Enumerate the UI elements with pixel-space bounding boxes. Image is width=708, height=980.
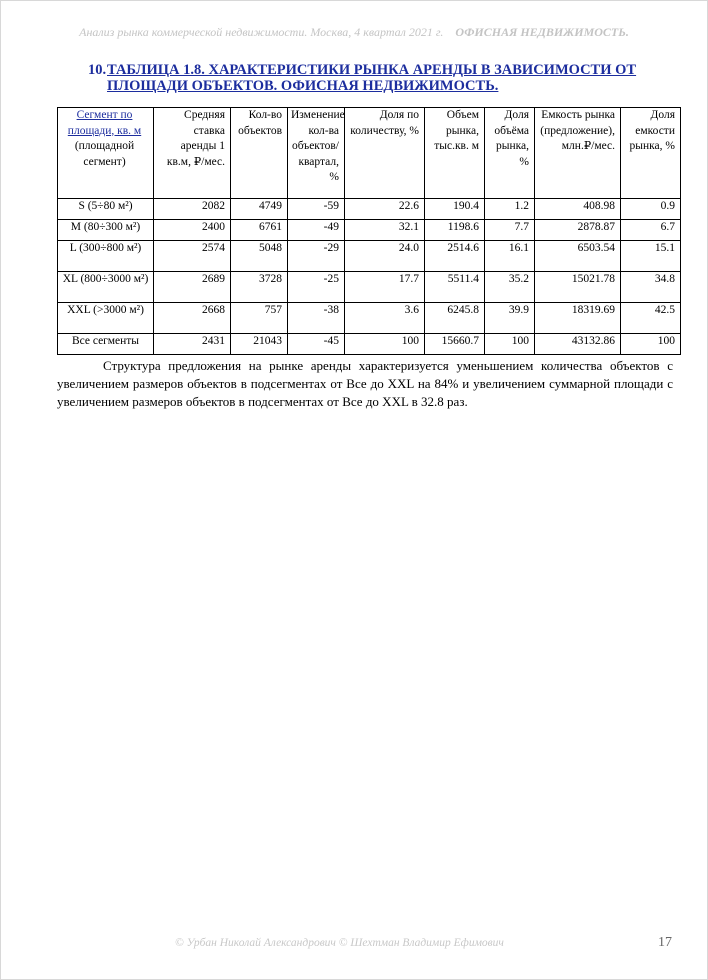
header-col: Изменение кол-ва объектов/квартал, % bbox=[288, 108, 345, 199]
cell: 100 bbox=[621, 334, 681, 355]
row-segment: S (5÷80 м²) bbox=[58, 199, 154, 220]
table-row bbox=[58, 272, 681, 303]
cell: 17.7 bbox=[345, 272, 425, 303]
cell: 6245.8 bbox=[425, 303, 485, 334]
cell: -49 bbox=[288, 220, 345, 241]
segment-sub: (площадной сегмент) bbox=[74, 140, 135, 168]
table-row bbox=[58, 220, 681, 241]
cell: -45 bbox=[288, 334, 345, 355]
copyright-footer: © Урбан Николай Александрович © Шехтман Владимир Ефимович bbox=[175, 937, 504, 949]
cell: 6761 bbox=[231, 220, 288, 241]
cell: 21043 bbox=[231, 334, 288, 355]
cell: -29 bbox=[288, 241, 345, 272]
cell: 22.6 bbox=[345, 199, 425, 220]
row-segment: XL (800÷3000 м²) bbox=[58, 272, 154, 303]
cell: 2668 bbox=[154, 303, 231, 334]
cell: 43132.86 bbox=[535, 334, 621, 355]
header-col: Объем рынка, тыс.кв. м bbox=[425, 108, 485, 199]
cell: 5048 bbox=[231, 241, 288, 272]
cell: 35.2 bbox=[485, 272, 535, 303]
summary-paragraph: Структура предложения на рынке аренды характеризуется уменьшением количества объектов с увеличением размеров объектов в подсегментах от Все до XXL на 84% и увеличением суммарной площади с увеличением размеров объектов в подсегментах от Все до XXL в 32.8 раз. bbox=[57, 358, 673, 409]
segment-link[interactable]: Сегмент по площади, кв. м bbox=[67, 109, 142, 137]
cell: 100 bbox=[485, 334, 535, 355]
cell: 15660.7 bbox=[425, 334, 485, 355]
cell: -59 bbox=[288, 199, 345, 220]
header-text: Анализ рынка коммерческой недвижимости. Москва, 4 квартал 2021 г. bbox=[79, 25, 444, 39]
table-row bbox=[58, 241, 681, 272]
cell: 2689 bbox=[154, 272, 231, 303]
title-number: 10. bbox=[88, 62, 107, 78]
cell: 16.1 bbox=[485, 241, 535, 272]
cell: 2400 bbox=[154, 220, 231, 241]
row-segment: M (80÷300 м²) bbox=[58, 220, 154, 241]
header-col: Доля объёма рынка, % bbox=[485, 108, 535, 199]
cell: 6503.54 bbox=[535, 241, 621, 272]
row-segment: L (300÷800 м²) bbox=[58, 241, 154, 272]
cell: 4749 bbox=[231, 199, 288, 220]
cell: 2574 bbox=[154, 241, 231, 272]
cell: 190.4 bbox=[425, 199, 485, 220]
row-segment: Все сегменты bbox=[58, 334, 154, 355]
cell: 757 bbox=[231, 303, 288, 334]
title-text[interactable]: ТАБЛИЦА 1.8. ХАРАКТЕРИСТИКИ РЫНКА АРЕНДЫ В ЗАВИСИМОСТИ ОТ ПЛОЩАДИ ОБЪЕКТОВ. ОФИСНАЯ НЕДВИЖИМОСТЬ. bbox=[107, 62, 637, 94]
market-table bbox=[57, 107, 681, 355]
cell: 34.8 bbox=[621, 272, 681, 303]
cell: 2431 bbox=[154, 334, 231, 355]
page-number: 17 bbox=[658, 935, 672, 950]
cell: 24.0 bbox=[345, 241, 425, 272]
running-header bbox=[0, 25, 708, 40]
header-col: Средняя ставка аренды 1 кв.м, ₽/мес. bbox=[154, 108, 231, 199]
cell: 18319.69 bbox=[535, 303, 621, 334]
header-segment bbox=[58, 108, 154, 199]
cell: 5511.4 bbox=[425, 272, 485, 303]
cell: -25 bbox=[288, 272, 345, 303]
cell: 15.1 bbox=[621, 241, 681, 272]
header-col: Доля по количеству, % bbox=[345, 108, 425, 199]
header-col: Кол-во объектов bbox=[231, 108, 288, 199]
cell: 1.2 bbox=[485, 199, 535, 220]
cell: 42.5 bbox=[621, 303, 681, 334]
cell: 0.9 bbox=[621, 199, 681, 220]
cell: 2082 bbox=[154, 199, 231, 220]
cell: 7.7 bbox=[485, 220, 535, 241]
cell: 408.98 bbox=[535, 199, 621, 220]
table-row-total bbox=[58, 334, 681, 355]
cell: 32.1 bbox=[345, 220, 425, 241]
cell: 100 bbox=[345, 334, 425, 355]
cell: 1198.6 bbox=[425, 220, 485, 241]
table-row bbox=[58, 199, 681, 220]
table-header-row bbox=[58, 108, 681, 199]
cell: 39.9 bbox=[485, 303, 535, 334]
cell: 3.6 bbox=[345, 303, 425, 334]
table-title[interactable] bbox=[88, 62, 648, 94]
cell: 6.7 bbox=[621, 220, 681, 241]
cell: 15021.78 bbox=[535, 272, 621, 303]
cell: 2514.6 bbox=[425, 241, 485, 272]
header-col: Емкость рынка (предложение), млн.₽/мес. bbox=[535, 108, 621, 199]
cell: 2878.87 bbox=[535, 220, 621, 241]
table-row bbox=[58, 303, 681, 334]
row-segment: XXL (>3000 м²) bbox=[58, 303, 154, 334]
header-col: Доля емкости рынка, % bbox=[621, 108, 681, 199]
header-bold: ОФИСНАЯ НЕДВИЖИМОСТЬ. bbox=[455, 25, 629, 39]
cell: -38 bbox=[288, 303, 345, 334]
cell: 3728 bbox=[231, 272, 288, 303]
